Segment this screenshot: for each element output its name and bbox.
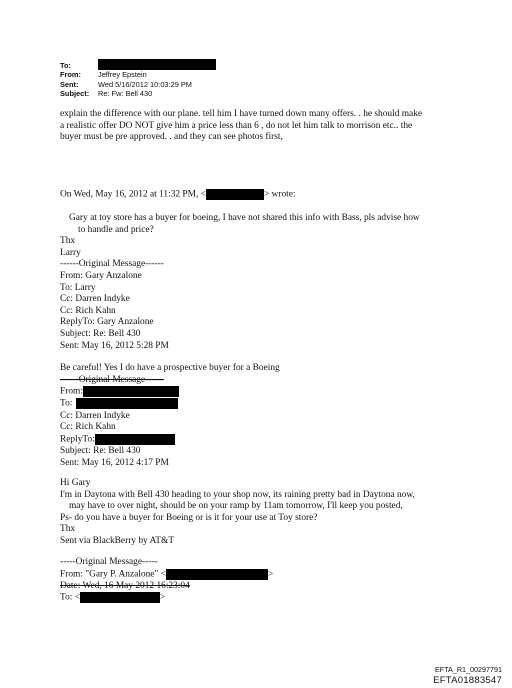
orig-replyto-line: ReplyTo: [60, 434, 280, 446]
orig-sent-line: Sent: May 16, 2012 4:17 PM [60, 457, 169, 468]
orig-cc-line: Cc: Rich Kahn [60, 305, 116, 316]
document-id-primary: EFTA_R1_00297791 [435, 665, 502, 674]
orig-from-line: From: [60, 386, 280, 398]
redaction-box [206, 189, 264, 200]
original-message-divider: -----Original Message----- [60, 557, 158, 567]
orig-replyto-line: ReplyTo: Gary Anzalone [60, 317, 154, 328]
orig-to-line: To: Larry [60, 282, 96, 293]
from-value: Jeffrey Epstein [98, 70, 147, 80]
redaction-box [83, 386, 179, 397]
orig-from-line: From: "Gary P. Anzalone" < > [60, 569, 274, 580]
body-line: buyer must be pre approved. . and they can see photos first, [60, 132, 283, 143]
orig-to-line: To: < > [60, 593, 166, 604]
orig-cc-line: Cc: Rich Kahn [60, 422, 116, 433]
subject-label: Subject: [60, 89, 90, 99]
thanks-line: Thx [60, 524, 76, 535]
redaction-box [166, 569, 268, 580]
to-label: To: [60, 61, 71, 70]
message-line: Ps- do you have a buyer for Boeing or is it for your use at Toy store? [60, 512, 318, 523]
message-line: Be careful! Yes I do have a prospective buyer for a Boeing [60, 363, 280, 373]
message-line: I'm in Daytona with Bell 430 heading to your shop now, its raining pretty bad in Daytona now, [60, 489, 415, 500]
orig-cc-line: Cc: Darren Indyke [60, 410, 130, 421]
header-sent-row [60, 80, 216, 89]
header-to-row [60, 61, 216, 70]
orig-from-line: From: Gary Anzalone [60, 270, 142, 281]
orig-subject-line: Subject: Re: Bell 430 [60, 446, 141, 457]
signature-line: Larry [60, 247, 81, 258]
quoted-message-larry [60, 213, 420, 352]
redaction-box [76, 398, 178, 409]
email-header [60, 61, 216, 99]
reply-body [60, 109, 422, 144]
subject-value: Re: Fw: Bell 430 [98, 89, 153, 99]
quoted-message-gary [60, 363, 280, 469]
message-line: Gary at toy store has a buyer for boeing, I have not shared this info with Bass, pls advise how [69, 213, 420, 223]
body-line: a realistic offer DO NOT give him a price less than 6 , do not let him talk to morrison etc.. the [60, 120, 413, 131]
sent-label: Sent: [60, 79, 79, 89]
original-message-header [60, 557, 273, 605]
header-from-row [60, 70, 216, 79]
message-line: to handle and price? [78, 224, 154, 235]
header-subject-row [60, 89, 216, 98]
orig-sent-line: Sent: May 16, 2012 5:28 PM [60, 340, 169, 351]
redaction-box [80, 592, 160, 603]
message-line: may have to over night, should be on your ramp by 11am tomorrow, I'll keep you posted, [69, 501, 403, 512]
greeting-line: Hi Gary [60, 478, 91, 488]
redaction-box [98, 59, 216, 70]
body-line: explain the difference with our plane. tell him I have turned down many offers. . he should make [60, 109, 423, 119]
orig-to-line: To: [60, 398, 280, 410]
document-id-secondary: EFTA01883547 [433, 675, 502, 686]
original-message-divider: ------Original Message------ [60, 374, 164, 385]
orig-date-line: Date: Wed, 16 May 2012 16:23:04 [60, 580, 190, 591]
orig-cc-line: Cc: Darren Indyke [60, 294, 130, 305]
original-message-divider: ------Original Message------ [60, 259, 164, 270]
orig-subject-line: Subject: Re: Bell 430 [60, 328, 141, 339]
redaction-box [95, 434, 175, 445]
from-label: From: [60, 70, 81, 80]
sent-value: Wed 5/16/2012 10:03:29 PM [98, 79, 192, 89]
sent-via-line: Sent via BlackBerry by AT&T [60, 535, 175, 546]
quote-attribution: On Wed, May 16, 2012 at 11:32 PM, < > wrote: [60, 189, 296, 200]
quoted-message-larry-2 [60, 478, 415, 548]
thanks-line: Thx [60, 236, 76, 247]
